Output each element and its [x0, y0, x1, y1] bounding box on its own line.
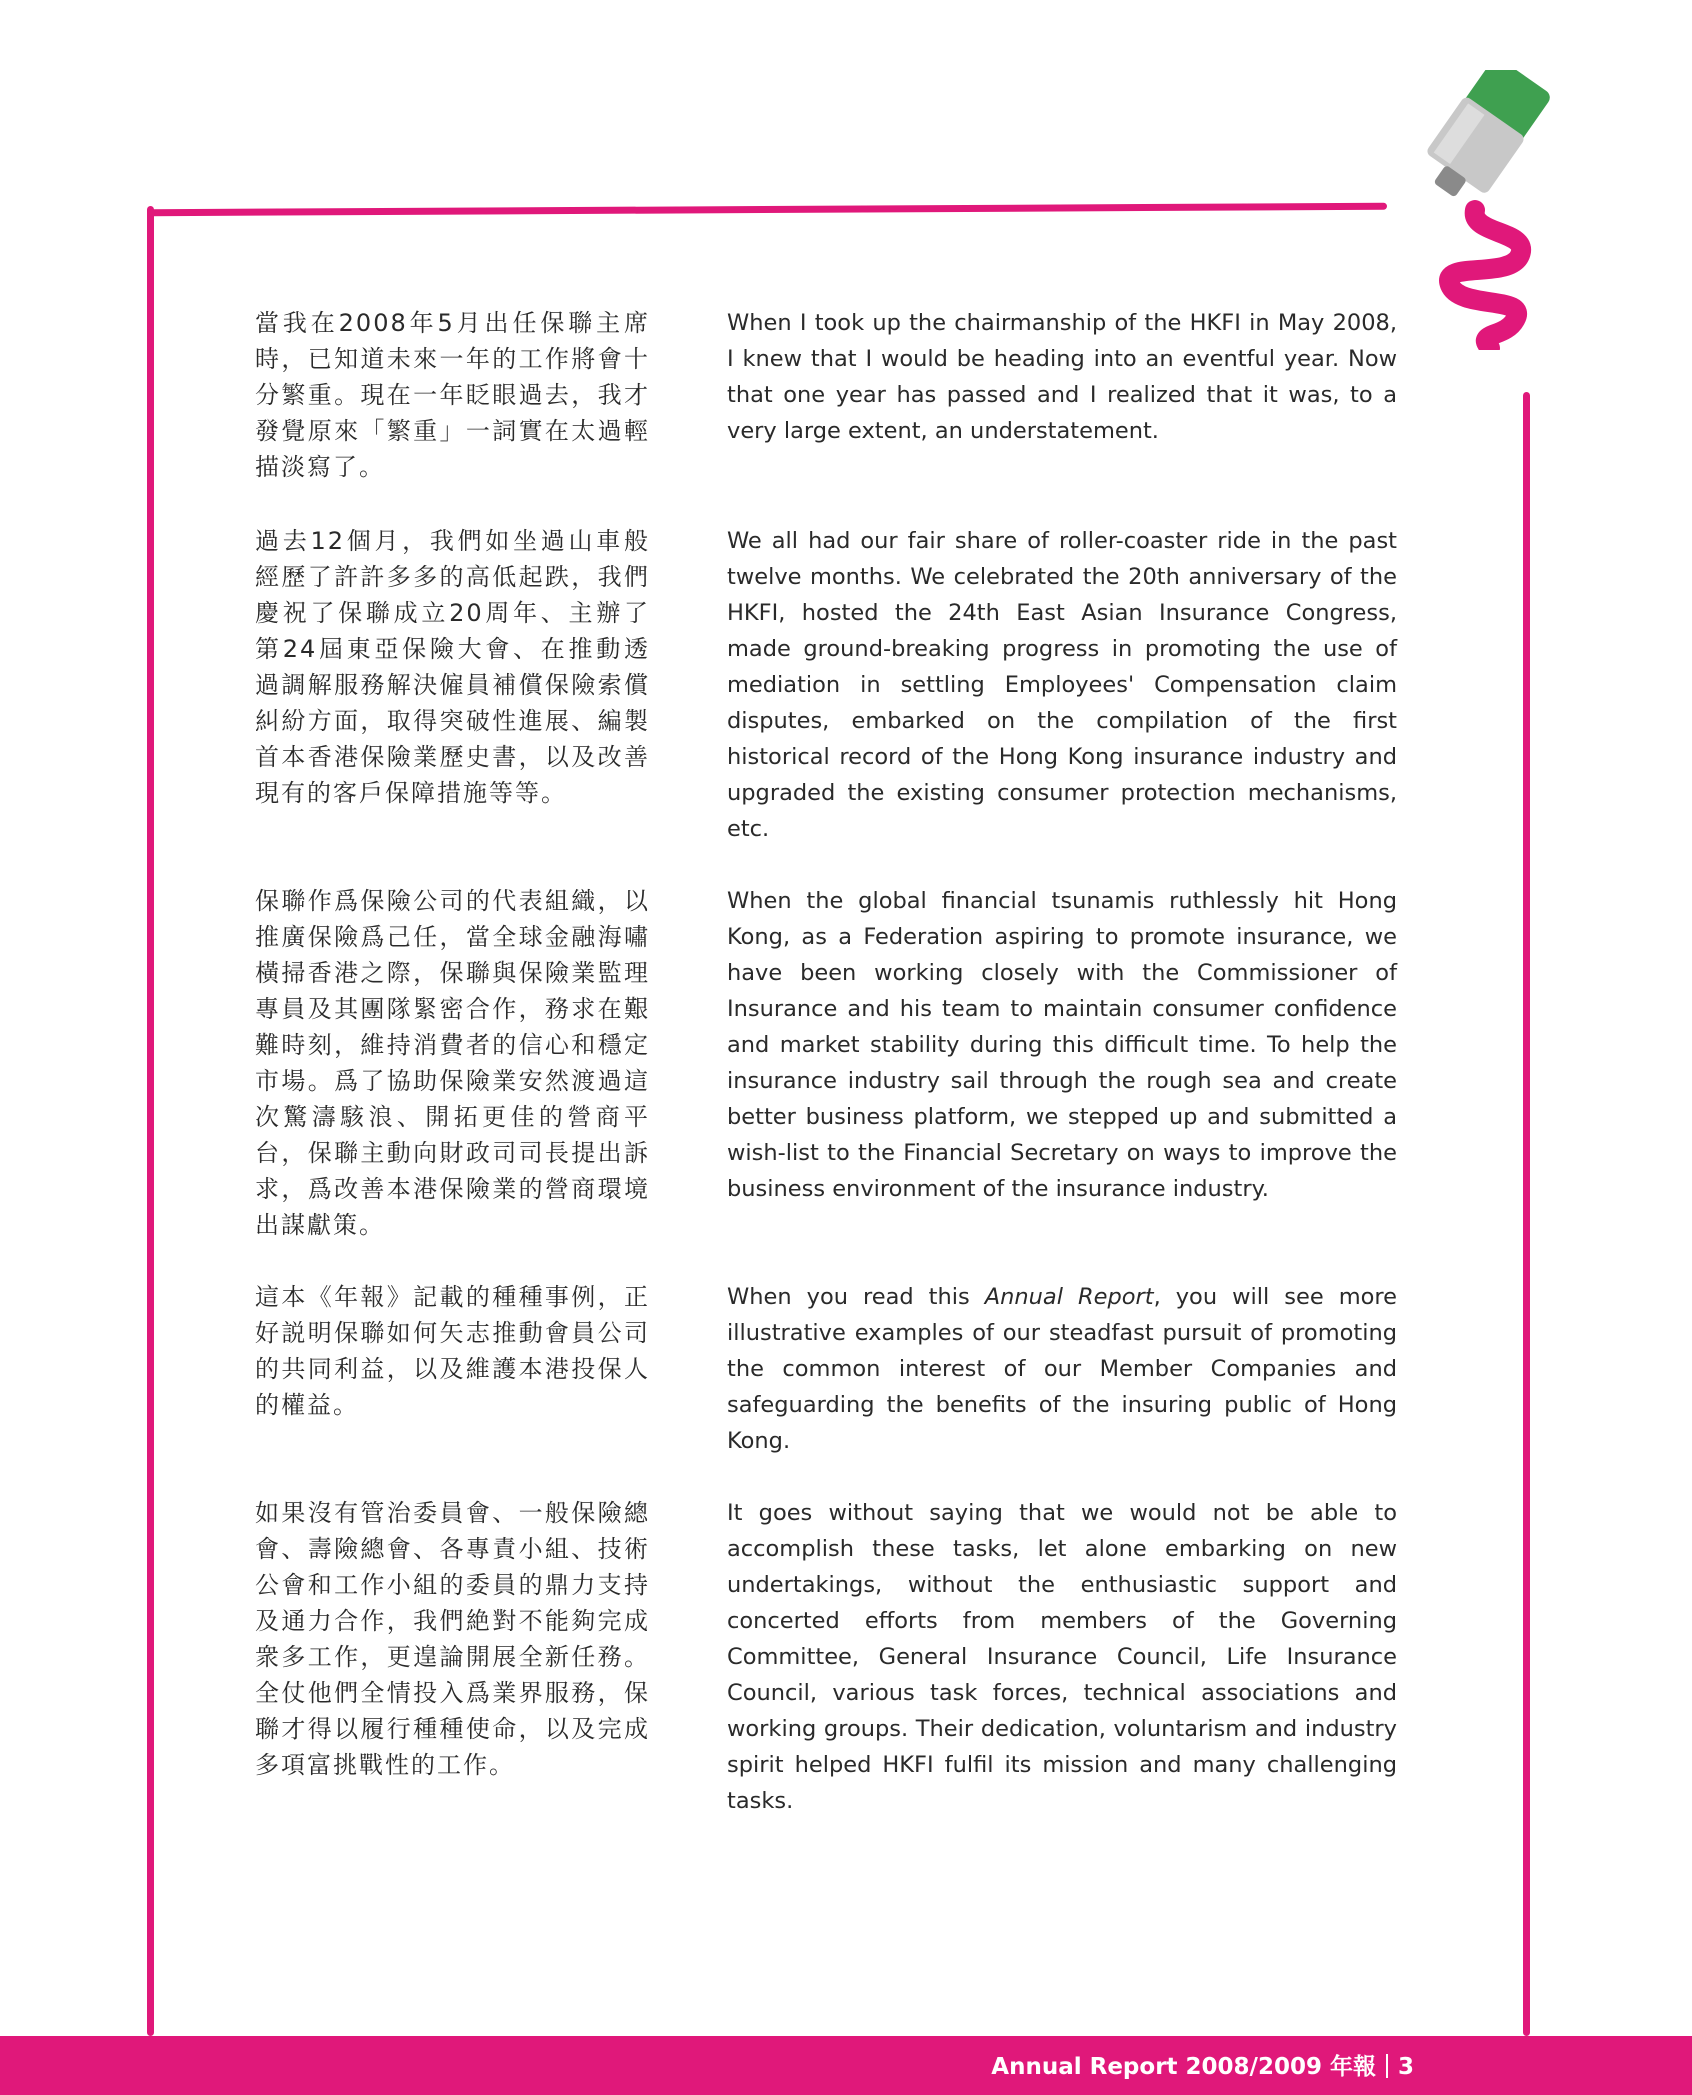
zh-paragraph-3: 保聯作爲保險公司的代表組織，以推廣保險爲己任，當全球金融海嘯橫掃香港之際，保聯與保險業監理專員及其團隊緊密合作，務求在艱難時刻，維持消費者的信心和穩定市場。爲了協助保險業安然渡過這次驚濤駭浪、開拓更佳的營商平台，保聯主動向財政司司長提出訴求，爲改善本港保險業的營商環境出謀獻策。	[255, 887, 650, 1239]
en-paragraph-2: We all had our fair share of roller-coaster ride in the past twelve months. We celebrated the 20th anniversary of the HKFI, hosted the 24th East Asian Insurance Congress, made ground-breaking progress in promoting the use of mediation in settling Employees' Compensation claim disputes, embarked on the compilation of the first historical record of the Hong Kong insurance industry and upgraded the existing consumer protection mechanisms, etc.	[727, 528, 1397, 842]
zh-paragraph-4: 這本《年報》記載的種種事例，正好説明保聯如何矢志推動會員公司的共同利益，以及維護本港投保人的權益。	[255, 1283, 650, 1419]
footer-text	[991, 2048, 1414, 2081]
paint-tube-icon	[1380, 70, 1580, 350]
en-paragraph-4-italic: Annual Report	[984, 1284, 1154, 1310]
zh-paragraph-5: 如果沒有管治委員會、一般保險總會、壽險總會、各專責小組、技術公會和工作小組的委員的鼎力支持及通力合作，我們絶對不能夠完成衆多工作，更遑論開展全新任務。全仗他們全情投入爲業界服務，保聯才得以履行種種使命，以及完成多項富挑戰性的工作。	[255, 1499, 650, 1779]
frame-border-left	[147, 206, 154, 2036]
en-paragraph-4-before: When you read this	[727, 1284, 985, 1310]
en-paragraph-5: It goes without saying that we would not be able to accomplish these tasks, let alone embarking on new undertakings, without the enthusiastic support and concerted efforts from members of the Governing Committee, General Insurance Council, Life Insurance Council, various task forces, technical associations and working groups. Their dedication, voluntarism and industry spirit helped HKFI fulfil its mission and many challenging tasks.	[727, 1500, 1397, 1814]
en-paragraph-1: When I took up the chairmanship of the HKFI in May 2008, I knew that I would be heading into an eventful year. Now that one year has passed and I realized that it was, to a very large extent, an understatement.	[727, 310, 1397, 444]
zh-paragraph-2: 過去12個月，我們如坐過山車般經歷了許許多多的高低起跌，我們慶祝了保聯成立20周年、主辦了第24屆東亞保險大會、在推動透過調解服務解決僱員補償保險索償糾紛方面，取得突破性進展、編製首本香港保險業歷史書，以及改善現有的客戶保障措施等等。	[255, 527, 650, 807]
frame-border-top	[147, 203, 1387, 216]
en-paragraph-4-after: , you will see more illustrative examples of our steadfast pursuit of promoting the common interest of our Member Companies and safeguarding the benefits of the insuring public of Hong Kong.	[727, 1284, 1397, 1454]
page-number: 3	[1397, 2054, 1414, 2080]
footer-label: Annual Report 2008/2009 年報	[991, 2054, 1376, 2080]
en-paragraph-4	[727, 1279, 1397, 1459]
zh-paragraph-1: 當我在2008年5月出任保聯主席時，已知道未來一年的工作將會十分繁重。現在一年眨眼過去，我才發覺原來「繁重」一詞實在太過輕描淡寫了。	[255, 309, 650, 481]
footer-divider	[1386, 2054, 1388, 2078]
en-paragraph-3: When the global financial tsunamis ruthlessly hit Hong Kong, as a Federation aspiring to promote insurance, we have been working closely with the Commissioner of Insurance and his team to maintain consumer confidence and market stability during this difficult time. To help the insurance industry sail through the rough sea and create better business platform, we stepped up and submitted a wish-list to the Financial Secretary on ways to improve the business environment of the insurance industry.	[727, 888, 1397, 1202]
frame-border-right	[1523, 392, 1530, 2036]
footer-bar	[0, 2036, 1692, 2095]
